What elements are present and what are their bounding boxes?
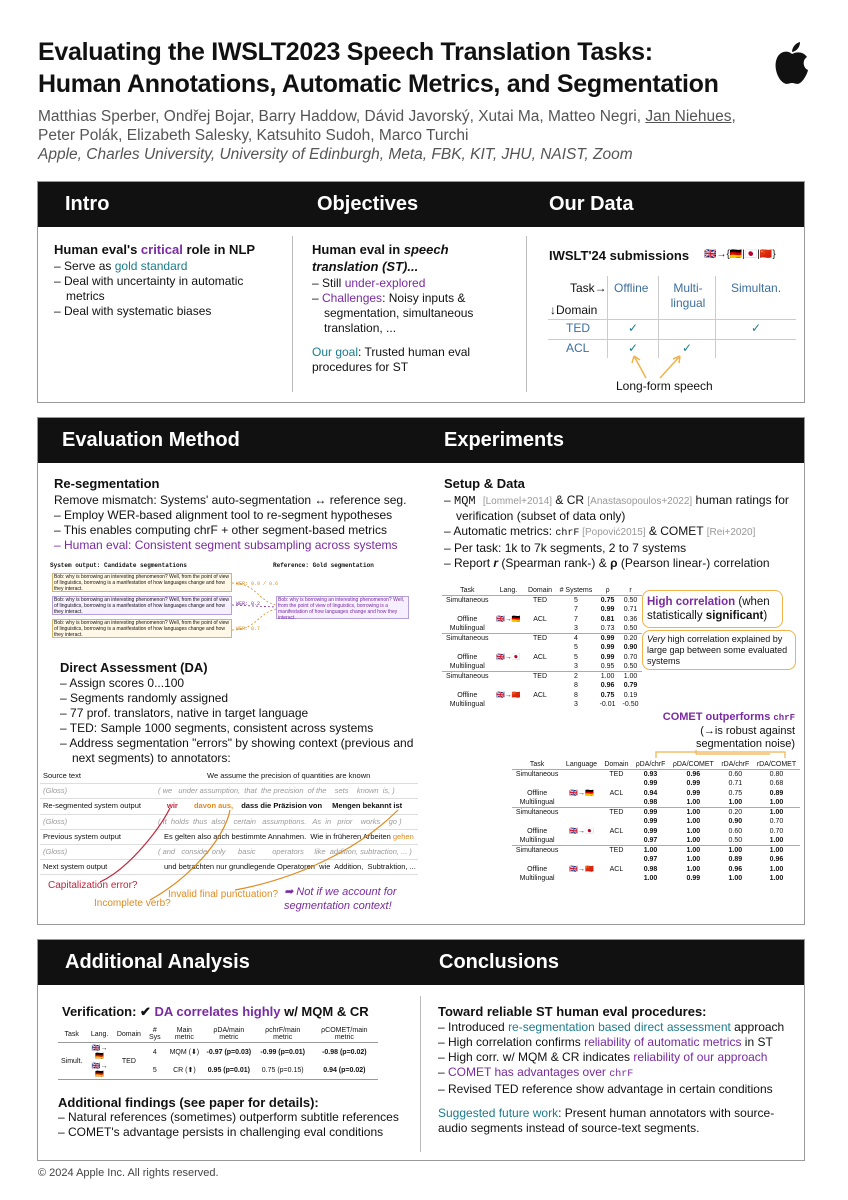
table-cell: ACL (533, 691, 547, 699)
table-cell (493, 624, 525, 634)
correlation-table-automatic (512, 760, 800, 883)
table-cell (601, 817, 632, 826)
verification-table: Task Lang. Domain # Sys Main metric ρDA/main metric ρchrF/main metric ρCOMET/main metric Simult. 🇬🇧→🇩🇪 TED 4 MQM (⬇) -0.97 (p=0.03) -0.99 (p=0.01) -0.98 (p=0.02) 🇬🇧→🇩🇪 5 CR (⬆) 0.95 (p=0.01) 0.75 (p=0.15) 0.94 (p=0.02) (58, 1026, 378, 1080)
table-cell (524, 681, 555, 690)
table-cell (524, 643, 555, 652)
table-cell: r (629, 587, 632, 594)
table-cell (493, 643, 525, 652)
table-cell: 0.89 (769, 789, 784, 797)
table-cell (562, 808, 601, 818)
table-cell: Task (529, 761, 545, 768)
table-cell: ACL (609, 865, 624, 873)
table-cell: 0.50 (728, 837, 743, 844)
table-cell: 0.71 (623, 606, 638, 613)
table-row (442, 624, 642, 634)
table-cell: rDA/COMET (756, 761, 797, 768)
table-cell: 8 (573, 682, 578, 689)
table-cell (442, 681, 493, 690)
table-cell: 0.70 (623, 653, 638, 661)
table-cell (493, 681, 525, 690)
table-cell (562, 779, 601, 788)
comet-callout: COMET outperforms chrF (→is robust against segmentation noise) (655, 709, 799, 755)
copyright-footer: © 2024 Apple Inc. All rights reserved. (38, 1167, 219, 1179)
table-cell: 0.70 (769, 827, 784, 835)
table-cell: 0.79 (623, 682, 638, 689)
correlation-table-human (442, 586, 642, 709)
table-cell: 1.00 (728, 875, 743, 882)
table-cell: Lang. (90, 1030, 109, 1038)
table-cell: Simultaneous (515, 847, 559, 854)
table-cell: TED (609, 847, 624, 854)
setup-data-section: Setup & Data – MQM [Lommel+2014] & CR [Anastasopoulos+2022] human ratings for verification (subset of data only) – Automatic metrics: chrF [Popović2015] & COMET [Rei+2020] – Per task: 1k to 7k segments, 2 to 7 systems – Report r (Spearman rank-) & ρ (Pearson linear-) correlation (444, 476, 796, 571)
table-cell (524, 605, 555, 614)
table-cell: TED (533, 597, 548, 604)
table-cell: 0.50 (623, 597, 638, 604)
check-icon: ✓ (628, 341, 639, 355)
table-cell (442, 605, 493, 614)
table-cell: 1.00 (686, 856, 701, 863)
table-cell: 0.98 (643, 799, 658, 806)
section-bar-3 (38, 940, 804, 985)
table-cell: 0.81 (600, 615, 615, 623)
table-cell: 1.00 (769, 875, 784, 882)
table-cell: 3 (573, 701, 578, 708)
table-cell: 7 (573, 615, 578, 623)
table-cell: 0.20 (623, 635, 638, 642)
resegmentation-section: Re-segmentation Remove mismatch: Systems' auto-segmentation ↔ reference seg. – Employ WER-based alignment tool to re-segment hypotheses – This enables computing chrF + other segment-based metrics – Human eval: Consistent segment subsampling across systems (54, 476, 434, 553)
table-cell: 0.99 (686, 780, 701, 787)
table-cell: Multilingual (449, 663, 485, 670)
table-cell: 🇬🇧→🇯🇵 (569, 828, 594, 835)
check-icon: ✓ (751, 321, 762, 335)
table-cell: ρCOMET/main metric (321, 1027, 368, 1041)
table-cell: 0.97 (643, 837, 658, 844)
table-row (442, 614, 642, 624)
table-cell (512, 855, 562, 864)
table-cell: 3 (573, 663, 578, 670)
table-cell: TED (609, 771, 624, 778)
table-cell: ρDA/COMET (672, 761, 714, 768)
context-conclusion-note: ➡ Not if we account for segmentation context! (284, 886, 397, 912)
table-cell (562, 836, 601, 846)
table-cell (442, 643, 493, 652)
table-row (512, 864, 800, 874)
table-cell: ACL (609, 827, 624, 835)
table-cell: Simultaneous (446, 597, 489, 604)
table-cell: ACL (609, 789, 624, 797)
table-row (512, 836, 800, 846)
table-row (512, 874, 800, 883)
table-cell: Offline (527, 827, 548, 835)
table-cell: 1.00 (686, 837, 701, 844)
data-task-table: Task→ ↓Domain Offline Multi-lingual Simultan. TED ACL ✓ ✓ ✓ ✓ (548, 276, 798, 358)
table-cell: Offline (457, 691, 478, 699)
table-cell: 0.68 (769, 780, 784, 787)
table-cell: Multilingual (519, 799, 555, 806)
table-cell (493, 700, 525, 709)
check-icon: ✓ (628, 321, 639, 335)
objectives-content: Human eval in speech translation (ST)... – Still under-explored – Challenges: Noisy inputs & segmentation, simultaneous translation, ... Our goal: Trusted human eval procedures for ST (312, 241, 517, 375)
table-row (442, 596, 642, 606)
table-cell: -0.01 (599, 701, 616, 708)
apple-logo-icon (772, 40, 812, 86)
table-cell: 4 (573, 635, 578, 642)
eval-method-heading: Evaluation Method (62, 429, 240, 451)
table-row (512, 808, 800, 818)
table-cell (524, 700, 555, 709)
incomplete-verb-note: Incomplete verb? (94, 898, 171, 909)
table-cell: 0.99 (600, 606, 615, 613)
table-row (442, 652, 642, 662)
table-cell: ACL (533, 615, 547, 623)
capitalization-note: Capitalization error? (48, 880, 138, 891)
table-cell: 0.75 (600, 597, 615, 604)
table-row (442, 662, 642, 672)
table-cell: 0.60 (728, 771, 743, 778)
objectives-heading: Objectives (317, 193, 419, 215)
table-cell: 🇬🇧→🇨🇳 (569, 866, 594, 873)
table-cell: 0.97 (643, 856, 658, 863)
table-cell: 1.00 (686, 865, 701, 873)
table-cell: Multilingual (449, 701, 485, 708)
conclusions-content: Toward reliable ST human eval procedures: – Introduced re-segmentation based direct assessment approach – High correlation confirms reliability of automatic metrics in ST – High corr. w/ MQM & CR indicates reliability of our approach – COMET has advantages over chrF – Revised TED reference show advantage in certain conditions Suggested future work: Present human annotators with source-audio segments instead of source-text segments. (438, 1004, 798, 1136)
table-cell (493, 672, 525, 682)
table-cell: ρ (605, 587, 610, 594)
table-cell (493, 662, 525, 672)
table-cell (562, 855, 601, 864)
table-cell: Offline (527, 789, 548, 797)
table-cell: rDA/chrF (721, 761, 750, 768)
table-row (512, 798, 800, 808)
table-cell: TED (533, 673, 548, 680)
table-cell: 1.00 (769, 865, 784, 873)
table-cell: 1.00 (769, 837, 784, 844)
table-cell: Simultaneous (515, 771, 559, 778)
table-cell: 1.00 (643, 847, 658, 854)
table-cell: Lang. (499, 587, 518, 594)
table-cell: 0.99 (643, 827, 658, 835)
table-cell: 0.96 (728, 865, 743, 873)
table-row (512, 770, 800, 780)
table-cell: Task (64, 1030, 79, 1038)
table-cell: 1.00 (686, 809, 701, 816)
table-cell: 0.70 (769, 818, 784, 825)
table-cell: 0.95 (600, 663, 615, 670)
table-cell: 0.99 (600, 653, 615, 661)
table-cell: 0.96 (686, 771, 701, 778)
table-cell: 8 (573, 691, 578, 699)
table-cell: Offline (457, 653, 478, 661)
table-cell (512, 817, 562, 826)
table-cell: 0.96 (600, 682, 615, 689)
table-cell (562, 770, 601, 780)
table-cell: 0.80 (769, 771, 784, 778)
table-cell: 🇬🇧→🇯🇵 (496, 654, 521, 661)
table-cell: ACL (533, 653, 547, 661)
table-cell (493, 605, 525, 614)
table-cell: Offline (527, 865, 548, 873)
table-cell: Multilingual (519, 875, 555, 882)
table-cell: Main metric (174, 1027, 194, 1041)
table-cell: 0.99 (600, 644, 615, 651)
table-row (442, 605, 642, 614)
additional-findings: Additional findings (see paper for details): – Natural references (sometimes) outperform subtitle references – COMET's advantage persists in challenging eval conditions (58, 1095, 408, 1140)
table-cell: 0.99 (643, 809, 658, 816)
table-cell: ρDA/chrF (635, 761, 666, 768)
table-cell: 1.00 (769, 809, 784, 816)
additional-analysis-heading: Additional Analysis (65, 951, 250, 973)
section-bar-2 (38, 418, 804, 463)
table-cell: 1.00 (769, 799, 784, 806)
intro-heading: Intro (65, 193, 110, 215)
table-cell: Offline (457, 615, 478, 623)
table-row (442, 634, 642, 644)
table-cell: 0.99 (686, 789, 701, 797)
direct-assessment-section: Direct Assessment (DA) – Assign scores 0...100 – Segments randomly assigned – 77 prof. translators, native in target language – TED: Sample 1000 segments, consistent across systems – Address segmentation "errors" by showing context (previous and next segments) to annotators: (60, 660, 420, 766)
table-row (442, 643, 642, 652)
table-cell: Simultaneous (515, 809, 559, 816)
table-cell: 0.99 (643, 780, 658, 787)
our-data-heading: Our Data (549, 193, 634, 215)
table-cell: 1.00 (686, 847, 701, 854)
table-cell: 0.75 (728, 789, 743, 797)
conclusions-heading: Conclusions (439, 951, 560, 973)
table-cell: 0.50 (623, 625, 638, 632)
table-cell: 0.99 (600, 635, 615, 642)
table-cell (524, 624, 555, 634)
punctuation-note: Invalid final punctuation? (168, 889, 279, 900)
table-cell: 0.60 (728, 827, 743, 835)
table-cell (493, 634, 525, 644)
table-cell: 5 (573, 597, 578, 604)
table-cell (562, 798, 601, 808)
segmentation-figure: System output: Candidate segmentations Reference: Gold segmentation Bob: why is borrowing an interesting phenomenon? Well, from the point of view of linguistics, borrowing is a manifestation of how languages change and how they interact. Bob: why is borrowing an interesting phenomenon? Well, from the point of view of linguistics, borrowing is a manifestation of how languages change and how they interact. Bob: why is borrowing an interesting phenomenon? Well, from the point of view of linguistics, borrowing is a manifestation of how languages change and how they interact. Bob: why is borrowing an interesting phenomenon? Well, from the point of view of linguistics, borrowing is a manifestation of how languages change and how they interact. WER: 0.9 / 0.6 WER: 0.2 WER: 0.7 (48, 561, 413, 641)
arrows-icon (610, 350, 700, 380)
table-cell: 1.00 (600, 673, 615, 680)
table-cell: TED (609, 809, 624, 816)
table-row (512, 826, 800, 836)
table-cell (601, 855, 632, 864)
table-cell (512, 779, 562, 788)
table-cell: ρDA/main metric (213, 1027, 245, 1041)
table-cell: -0.50 (622, 701, 639, 708)
table-cell (601, 836, 632, 846)
table-cell: 1.00 (686, 818, 701, 825)
table-row (512, 779, 800, 788)
table-row (512, 788, 800, 798)
table-row (512, 855, 800, 864)
table-cell: Simultaneous (446, 635, 489, 642)
table-cell (524, 662, 555, 672)
our-data-title: IWSLT'24 submissions (549, 248, 690, 263)
table-cell: 0.93 (643, 771, 658, 778)
table-cell: 0.73 (600, 625, 615, 632)
table-cell: ρchrF/main metric (265, 1027, 301, 1041)
table-cell (562, 817, 601, 826)
table-cell (601, 779, 632, 788)
table-cell: 0.98 (643, 865, 658, 873)
table-cell: 0.94 (643, 789, 658, 797)
table-cell: 0.50 (623, 663, 638, 670)
table-cell: Simultaneous (446, 673, 489, 680)
long-form-note: Long-form speech (616, 379, 713, 393)
poster-title: Evaluating the IWSLT2023 Speech Translation Tasks: Human Annotations, Automatic Metrics, and Segmentation (38, 38, 719, 98)
table-cell: 0.89 (728, 856, 743, 863)
table-cell: 1.00 (643, 875, 658, 882)
table-cell: 0.99 (643, 818, 658, 825)
table-cell: 1.00 (686, 799, 701, 806)
table-cell: # Systems (559, 587, 593, 594)
table-cell: 0.20 (728, 809, 743, 816)
table-cell: # Sys (149, 1027, 161, 1041)
table-row (512, 817, 800, 826)
section-bar-1 (38, 182, 804, 227)
table-cell: 3 (573, 625, 578, 632)
table-cell: 1.00 (686, 827, 701, 835)
table-cell: 1.00 (623, 673, 638, 680)
table-cell: 0.96 (769, 856, 784, 863)
table-cell: Multilingual (449, 625, 485, 632)
table-cell: 🇬🇧→🇨🇳 (496, 692, 521, 699)
table-cell (601, 798, 632, 808)
table-cell: Language (565, 761, 598, 768)
table-cell: 5 (573, 644, 578, 651)
table-cell: 0.90 (623, 644, 638, 651)
table-row (442, 690, 642, 700)
experiments-heading: Experiments (444, 429, 565, 451)
table-cell (493, 596, 525, 606)
table-cell: 7 (573, 606, 578, 613)
table-cell: Domain (116, 1030, 141, 1038)
table-cell: Domain (604, 761, 629, 768)
table-cell: TED (533, 635, 548, 642)
table-cell: 1.00 (728, 847, 743, 854)
table-cell: 🇬🇧→🇩🇪 (569, 790, 594, 797)
table-cell: 0.75 (600, 691, 615, 699)
table-cell (562, 874, 601, 883)
table-row (442, 672, 642, 682)
table-cell: 0.36 (623, 615, 638, 623)
table-cell: 2 (573, 673, 578, 680)
table-cell: 1.00 (769, 847, 784, 854)
table-cell: Domain (527, 587, 553, 594)
table-cell: Multilingual (519, 837, 555, 844)
affiliations: Apple, Charles University, University of Edinburgh, Meta, FBK, KIT, JHU, NAIST, Zoom (38, 146, 633, 163)
very-high-correlation-callout: Very high correlation explained by large gap between some evaluated systems (642, 630, 796, 670)
table-row (442, 681, 642, 690)
table-cell: 1.00 (728, 799, 743, 806)
table-cell: Task (460, 587, 475, 594)
table-row (512, 846, 800, 856)
high-correlation-callout: High correlation (when statistically significant) (642, 590, 783, 628)
language-flags: 🇬🇧→{🇩🇪|🇯🇵|🇨🇳} (704, 249, 776, 260)
table-cell: 0.71 (728, 780, 743, 787)
table-cell: 5 (573, 653, 578, 661)
context-example: Source text We assume the precision of quantities are known (Gloss) ( we under assumption, that the precision of the sets known is, ) Re-segmented system output wir davon aus, dass die Präzision von Mengen bekannt ist (Gloss) ( It holds thus also certain assumptions. As in prior works go ) Previous system output Es gelten also auch bestimmte Annahmen. Wie in früheren Arbeiten gehen (Gloss) ( and consider only basic operators like addition, subtraction, ... ) Next system output und betrachten nur grundlegende Operatoren wie Addition, Subtraktion, ... Capitalization error? Incomplete verb? Invalid final punctuation? ➡ Not if we account for segmentation context! (40, 768, 420, 918)
verification-heading: Verification: ✔ DA correlates highly w/ MQM & CR (62, 1004, 369, 1019)
intro-content: Human eval's critical role in NLP – Serve as gold standard – Deal with uncertainty in automatic metrics – Deal with systematic biases (54, 241, 279, 319)
table-cell: 0.90 (728, 818, 743, 825)
table-cell: 0.99 (686, 875, 701, 882)
table-cell: 0.19 (623, 691, 638, 699)
author-list: Matthias Sperber, Ondřej Bojar, Barry Haddow, Dávid Javorský, Xutai Ma, Matteo Negri, Jan Niehues, Peter Polák, Elizabeth Salesky, Katsuhito Sudoh, Marco Turchi (38, 108, 736, 144)
table-cell: 🇬🇧→🇩🇪 (496, 616, 521, 623)
table-cell (601, 874, 632, 883)
table-row (442, 700, 642, 709)
check-icon: ✓ (682, 341, 693, 355)
table-cell (562, 846, 601, 856)
